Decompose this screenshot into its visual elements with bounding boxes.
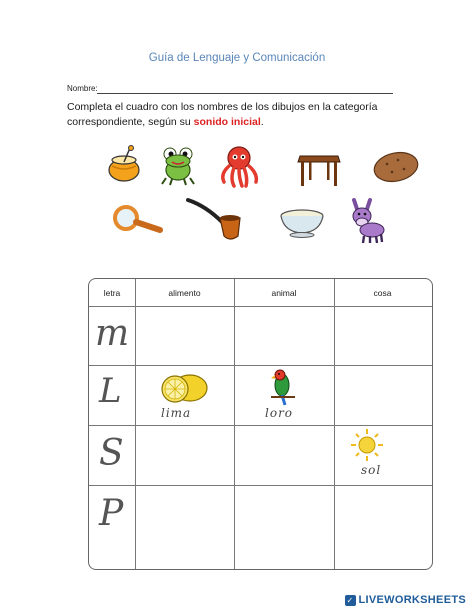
magnifying-glass-icon[interactable] [110,202,164,236]
letter-p: P [99,493,124,534]
cell-p-animal[interactable] [235,486,333,568]
nombre-field[interactable] [97,93,393,94]
header-alimento: alimento [168,287,201,298]
header-letra: letra [103,287,121,298]
instructions-highlight: sonido inicial [193,116,261,128]
instructions-text: Completa el cuadro con los nombres de los dibujos en la categoría correspondiente, según su [67,101,378,128]
cell-p-cosa[interactable] [335,486,431,568]
nombre-label: Nombre: [67,84,98,93]
instructions-end: . [260,116,264,128]
logo-icon: ✓ [346,595,354,605]
potato-icon[interactable] [372,150,420,184]
octopus-icon[interactable] [216,144,262,188]
header-animal: animal [271,287,297,298]
table-icon[interactable] [296,148,342,188]
answer-table [88,278,433,570]
cell-s-animal[interactable] [235,426,333,484]
cell-m-alimento[interactable] [136,307,233,364]
letter-l: L [99,371,122,411]
letter-m: m [95,313,130,354]
word-lima: lima [161,406,192,420]
page-title: Guía de Lenguaje y Comunicación [148,52,326,64]
instructions [67,100,407,130]
parrot-icon [267,367,297,407]
cell-s-alimento[interactable] [136,426,233,484]
word-loro: loro [265,406,294,420]
pipe-icon[interactable] [186,196,246,244]
brand-name: LIVEWORKSHEETS [358,594,466,606]
letter-s: S [99,433,124,474]
cell-p-alimento[interactable] [136,486,233,568]
donkey-icon[interactable] [344,196,388,244]
frog-icon[interactable] [158,144,198,186]
sun-icon [347,427,387,463]
liveworksheets-logo[interactable] [345,594,467,606]
soup-bowl-icon[interactable] [278,206,326,238]
honey-pot-icon[interactable] [104,144,144,184]
cell-m-animal[interactable] [235,307,333,364]
header-cosa: cosa [373,287,392,298]
cell-m-cosa[interactable] [335,307,431,364]
word-sol: sol [361,463,382,477]
lemon-icon [159,371,209,405]
cell-l-cosa[interactable] [335,366,431,424]
